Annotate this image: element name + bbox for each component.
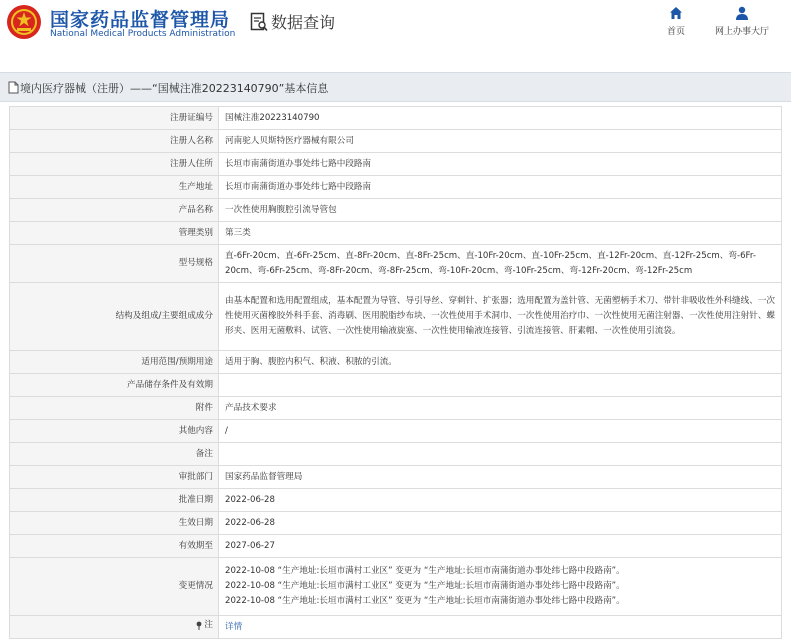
site-header <box>0 0 791 48</box>
details-link[interactable]: 详情 <box>225 621 243 632</box>
registration-info-table <box>9 106 782 639</box>
field-value: 产品技术要求 <box>219 397 782 420</box>
table-row <box>10 176 782 199</box>
field-label: 审批部门 <box>10 466 219 489</box>
nav-online-hall-button[interactable] <box>710 6 774 44</box>
field-label: 注册人住所 <box>10 153 219 176</box>
note-label-cell <box>10 616 219 639</box>
note-label: 注 <box>204 620 213 631</box>
agency-name-en: National Medical Products Administration <box>50 29 236 39</box>
emblem-icon <box>6 4 42 40</box>
table-row <box>10 245 782 283</box>
change-entry: 2022-10-08 “生产地址:长垣市满村工业区” 变更为 “生产地址:长垣市南蒲街道办事处纬七路中段路南”。 <box>225 566 625 576</box>
field-label: 注册证编号 <box>10 107 219 130</box>
field-label: 产品储存条件及有效期 <box>10 374 219 397</box>
field-label: 有效期至 <box>10 535 219 558</box>
table-row <box>10 535 782 558</box>
field-value: 2027-06-27 <box>219 535 782 558</box>
table-row <box>10 130 782 153</box>
nav-home-button[interactable] <box>660 6 692 44</box>
pin-icon <box>195 621 203 630</box>
field-value: 长垣市南蒲街道办事处纬七路中段路南 <box>219 153 782 176</box>
field-value <box>219 443 782 466</box>
document-icon <box>8 81 19 94</box>
field-value <box>219 374 782 397</box>
breadcrumb <box>0 72 791 102</box>
table-row-note <box>10 616 782 639</box>
home-icon <box>669 6 683 20</box>
table-row <box>10 283 782 351</box>
table-row <box>10 397 782 420</box>
field-value: 长垣市南蒲街道办事处纬七路中段路南 <box>219 176 782 199</box>
field-label: 附件 <box>10 397 219 420</box>
table-row <box>10 466 782 489</box>
breadcrumb-text: 境内医疗器械（注册）——“国械注准20223140790”基本信息 <box>20 82 329 95</box>
field-label: 适用范围/预期用途 <box>10 351 219 374</box>
user-icon <box>735 6 749 20</box>
field-value: 国械注准20223140790 <box>219 107 782 130</box>
change-history <box>219 558 782 616</box>
table-row <box>10 351 782 374</box>
field-label: 型号规格 <box>10 245 219 283</box>
table-row <box>10 222 782 245</box>
field-label: 产品名称 <box>10 199 219 222</box>
page-title: 数据查询 <box>271 13 336 32</box>
nav-home-label: 首页 <box>666 27 685 37</box>
field-value: 由基本配置和选用配置组成，基本配置为导管、导引导丝、穿刺针、扩张器；选用配置为盖针管、无菌塑柄手术刀、带针非吸收性外科缝线、一次性使用灭菌橡胶外科手套、消毒刷、医用脱脂纱布块、一次性使用手术洞巾、一次性使用治疗巾、一次性使用无菌注射器、一次性使用注射针、蝶形夹、医用无菌敷料、试管、一次性使用输液旋塞、一次性使用输液连接管、引流连接管、肝素帽、一次性使用引流袋。 <box>219 283 782 351</box>
table-row <box>10 512 782 535</box>
field-label: 批准日期 <box>10 489 219 512</box>
field-label: 结构及组成/主要组成成分 <box>10 283 219 351</box>
field-value: 2022-06-28 <box>219 489 782 512</box>
table-row <box>10 443 782 466</box>
field-label: 注册人名称 <box>10 130 219 153</box>
field-value: 第三类 <box>219 222 782 245</box>
field-value: 国家药品监督管理局 <box>219 466 782 489</box>
table-row <box>10 420 782 443</box>
change-entry: 2022-10-08 “生产地址:长垣市满村工业区” 变更为 “生产地址:长垣市南蒲街道办事处纬七路中段路南”。 <box>225 596 625 606</box>
table-row-changes <box>10 558 782 616</box>
field-label: 生产地址 <box>10 176 219 199</box>
agency-name-cn: 国家药品监督管理局 <box>50 9 231 31</box>
field-label: 生效日期 <box>10 512 219 535</box>
table-row <box>10 107 782 130</box>
table-row <box>10 489 782 512</box>
field-value: 直-6Fr-20cm、直-6Fr-25cm、直-8Fr-20cm、直-8Fr-25cm、直-10Fr-20cm、直-10Fr-25cm、直-12Fr-20cm、直-12Fr-25cm、弯-6Fr-20cm、弯-6Fr-25cm、弯-8Fr-20cm、弯-8Fr-25cm、弯-10Fr-20cm、弯-10Fr-25cm、弯-12Fr-20cm、弯-12Fr-25cm <box>219 245 782 283</box>
field-value: / <box>219 420 782 443</box>
field-label: 管理类别 <box>10 222 219 245</box>
field-label: 其他内容 <box>10 420 219 443</box>
table-row <box>10 153 782 176</box>
note-value <box>219 616 782 639</box>
field-value: 河南驼人贝斯特医疗器械有限公司 <box>219 130 782 153</box>
field-value: 一次性使用胸腹腔引流导管包 <box>219 199 782 222</box>
field-value: 适用于胸、腹腔内积气、积液、积脓的引流。 <box>219 351 782 374</box>
field-label: 备注 <box>10 443 219 466</box>
table-row <box>10 374 782 397</box>
change-entry: 2022-10-08 “生产地址:长垣市满村工业区” 变更为 “生产地址:长垣市南蒲街道办事处纬七路中段路南”。 <box>225 581 625 591</box>
nav-online-hall-label: 网上办事大厅 <box>714 27 769 37</box>
field-label: 变更情况 <box>10 558 219 616</box>
field-value: 2022-06-28 <box>219 512 782 535</box>
query-document-icon <box>250 12 268 32</box>
table-row <box>10 199 782 222</box>
